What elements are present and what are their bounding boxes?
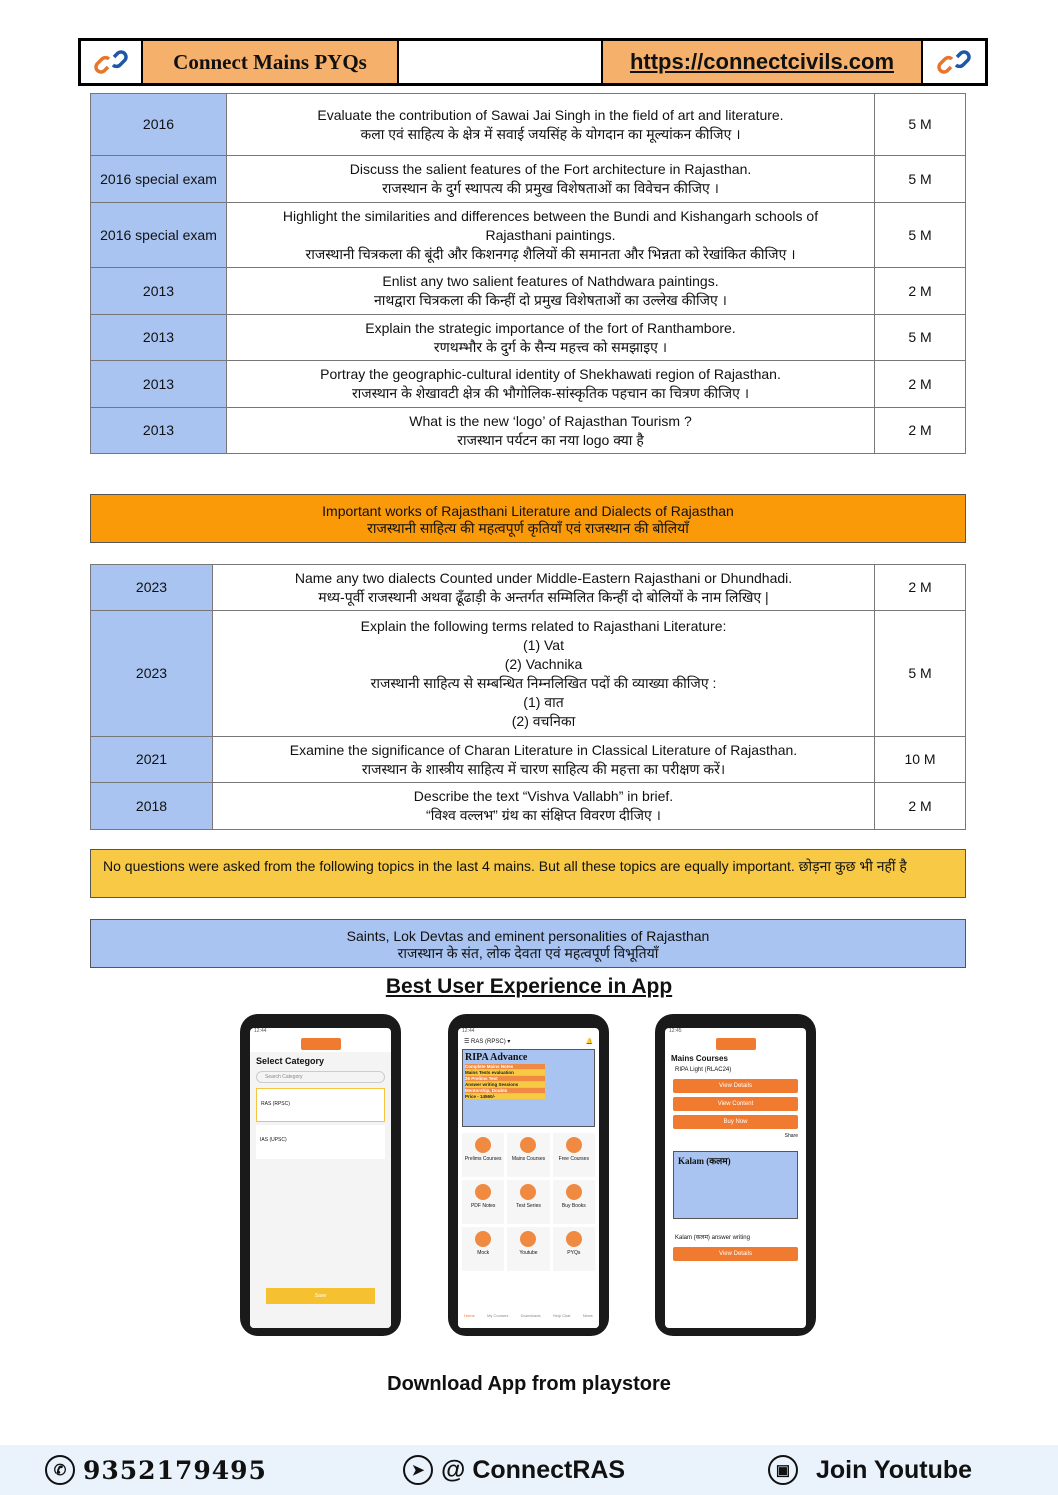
tile-icon (475, 1184, 491, 1200)
question-cell: Explain the following terms related to Rajasthani Literature: (1) Vat (2) Vachnika राजस्थानी साहित्य से सम्बन्धित निम्नलिखित पदों की व्याख्या कीजिए : (1) वात (2) वचनिका (213, 611, 875, 737)
table-row (91, 737, 966, 783)
marks-cell: 5 M (875, 156, 966, 203)
footer-phone[interactable]: ✆ 9352179495 (45, 1455, 267, 1485)
menu-tile[interactable]: Buy Books (553, 1180, 595, 1224)
phone-home: 12:44 ☰ RAS (RPSC) ▾ 🔔 RIPA Advance Complete Mains Notes Mains Tests evaluation 25 Prelims Test Answer writing Sessions Mentorship, Doubts Price - 14560/- Prelims Courses Mains Courses Free Courses PDF Notes Test Series Buy Books Mock Youtube PYQs Home My Courses Downloads Help Chat News (448, 1014, 609, 1336)
bottom-nav-item[interactable]: Home (464, 1313, 475, 1318)
table-row (91, 156, 966, 203)
year-cell: 2013 (91, 268, 227, 315)
marks-cell: 2 M (875, 361, 966, 408)
table-row (91, 203, 966, 268)
menu-tile[interactable]: PDF Notes (462, 1180, 504, 1224)
table-row (91, 611, 966, 737)
app-title: Best User Experience in App (385, 975, 673, 998)
marks-cell: 10 M (875, 737, 966, 783)
menu-tile[interactable]: Prelims Courses (462, 1133, 504, 1177)
menu-tile[interactable]: Youtube (507, 1227, 549, 1271)
banner-line: Mains Tests evaluation (465, 1070, 545, 1075)
bottom-nav-item[interactable]: Downloads (520, 1313, 541, 1318)
question-cell: Portray the geographic-cultural identity of Shekhawati region of Rajasthan. राजस्थान के शेखावटी क्षेत्र की भौगोलिक-सांस्कृतिक पहचान का चित्रण कीजिए । (227, 361, 875, 408)
marks-cell: 5 M (875, 315, 966, 361)
banner-line: Mentorship, Doubts (465, 1088, 545, 1093)
year-cell: 2023 (91, 611, 213, 737)
year-cell: 2016 (91, 94, 227, 156)
menu-tile[interactable]: Mains Courses (507, 1133, 549, 1177)
phone-icon: ✆ (45, 1455, 75, 1485)
category-option[interactable]: IAS (UPSC) (256, 1125, 385, 1159)
bottom-nav-item[interactable]: News (582, 1313, 593, 1318)
view-details-button[interactable]: View Details (673, 1079, 798, 1093)
header-bar (78, 38, 988, 86)
menu-tile[interactable]: Mock (462, 1227, 504, 1271)
questions-table-2 (90, 564, 966, 830)
tile-icon (566, 1137, 582, 1153)
table-row (91, 408, 966, 454)
menu-tile[interactable]: Test Series (507, 1180, 549, 1224)
question-cell: Name any two dialects Counted under Middle-Eastern Rajasthani or Dhundhadi. मध्य-पूर्वी राजस्थानी अथवा ढूँढाड़ी के अन्तर्गत सम्मिलित किन्हीं दो बोलियों के नाम लिखिए | (213, 565, 875, 611)
bottom-nav-item[interactable]: Help Chat (552, 1313, 571, 1318)
marks-cell: 5 M (875, 94, 966, 156)
table-row (91, 268, 966, 315)
menu-tile[interactable]: Free Courses (553, 1133, 595, 1177)
year-cell: 2013 (91, 408, 227, 454)
questions-table-1 (90, 93, 966, 454)
question-cell: Examine the significance of Charan Literature in Classical Literature of Rajasthan. राजस्थान के शास्त्रीय साहित्य में चारण साहित्य की महत्ता का परीक्षण करें। (213, 737, 875, 783)
youtube-icon: ▣ (768, 1455, 798, 1485)
section-heading-en: Important works of Rajasthani Literature and Dialects of Rajasthan (322, 503, 734, 519)
question-cell: Evaluate the contribution of Sawai Jai Singh in the field of art and literature. कला एवं साहित्य के क्षेत्र में सवाई जयसिंह के योगदान का मूल्यांकन कीजिए । (227, 94, 875, 156)
marks-cell: 5 M (875, 203, 966, 268)
section-heading-en: Saints, Lok Devtas and eminent personalities of Rajasthan (346, 928, 710, 944)
marks-cell: 2 M (875, 565, 966, 611)
year-cell: 2018 (91, 783, 213, 830)
footer-telegram[interactable]: ➤ @ ConnectRAS (403, 1455, 625, 1485)
banner-line: Price - 14560/- (465, 1094, 545, 1099)
table-row (91, 361, 966, 408)
table-row (91, 315, 966, 361)
tile-icon (566, 1231, 582, 1247)
section-heading-hi: राजस्थानी साहित्य की महत्वपूर्ण कृतियाँ एवं राजस्थान की बोलियाँ (367, 520, 689, 536)
year-cell: 2021 (91, 737, 213, 783)
question-cell: Describe the text “Vishva Vallabh” in brief. “विश्व वल्लभ” ग्रंथ का संक्षिप्त विवरण दीजिए । (213, 783, 875, 830)
course-name: Kalam (कलम) answer writing (675, 1235, 750, 1241)
year-cell: 2013 (91, 315, 227, 361)
link-icon (81, 41, 143, 83)
app-logo (716, 1038, 756, 1050)
screen-title: Select Category (256, 1056, 325, 1066)
section-heading-saints (90, 919, 966, 968)
footer-youtube[interactable]: ▣ Join Youtube (768, 1455, 972, 1485)
view-details-button[interactable]: View Details (673, 1247, 798, 1261)
doc-title: Connect Mains PYQs (143, 41, 399, 83)
share-button[interactable]: Share (784, 1133, 798, 1139)
link-icon (923, 41, 985, 83)
app-logo (301, 1038, 341, 1050)
year-cell: 2013 (91, 361, 227, 408)
category-option[interactable]: RAS (RPSC) (256, 1088, 385, 1122)
question-cell: Discuss the salient features of the Fort architecture in Rajasthan. राजस्थान के दुर्ग स्थापत्य की प्रमुख विशेषताओं का विवेचन कीजिए । (227, 156, 875, 203)
table-row (91, 94, 966, 156)
tile-icon (475, 1231, 491, 1247)
course-name: RIPA Light (RLAC24) (675, 1067, 732, 1073)
telegram-icon: ➤ (403, 1455, 433, 1485)
tile-icon (475, 1137, 491, 1153)
question-cell: Enlist any two salient features of Nathdwara paintings. नाथद्वारा चित्रकला की किन्हीं दो प्रमुख विशेषताओं का उल्लेख कीजिए । (227, 268, 875, 315)
promo-banner[interactable]: RIPA Advance Complete Mains Notes Mains Tests evaluation 25 Prelims Test Answer writing Sessions Mentorship, Doubts Price - 14560/- (462, 1049, 595, 1127)
footer (0, 1445, 1058, 1495)
banner-line: Answer writing Sessions (465, 1082, 545, 1087)
buy-now-button[interactable]: Buy Now (673, 1115, 798, 1129)
kalam-banner[interactable]: Kalam (कलम) (673, 1151, 798, 1219)
bell-icon[interactable]: 🔔 (585, 1039, 593, 1045)
phone-mains-courses: 12:45 Mains Courses RIPA Light (RLAC24) View Details View Content Buy Now Share Kalam (कलम) Kalam (कलम) answer writing View Details (655, 1014, 816, 1336)
question-cell: Highlight the similarities and differences between the Bundi and Kishangarh schools of Rajasthani paintings. राजस्थानी चित्रकला की बूंदी और किशनगढ़ शैलियों की समानता और भिन्नता को रेखांकित कीजिए । (227, 203, 875, 268)
download-text: Download App from playstore (387, 1373, 671, 1395)
bottom-nav-item[interactable]: My Courses (487, 1313, 509, 1318)
save-button[interactable]: Save (266, 1288, 375, 1304)
year-cell: 2023 (91, 565, 213, 611)
marks-cell: 2 M (875, 268, 966, 315)
table-row (91, 783, 966, 830)
tile-icon (520, 1184, 536, 1200)
year-cell: 2016 special exam (91, 156, 227, 203)
year-cell: 2016 special exam (91, 203, 227, 268)
tile-icon (566, 1184, 582, 1200)
question-cell: What is the new ‘logo’ of Rajasthan Tourism ? राजस्थान पर्यटन का नया logo क्या है (227, 408, 875, 454)
view-content-button[interactable]: View Content (673, 1097, 798, 1111)
notice-box: No questions were asked from the following topics in the last 4 mains. But all these topics are equally important. छोड़ना कुछ भी नहीं है (90, 849, 966, 898)
exam-dropdown[interactable]: RAS (RPSC) ▾ (471, 1039, 511, 1045)
menu-tile[interactable]: PYQs (553, 1227, 595, 1271)
banner-line: Complete Mains Notes (465, 1064, 545, 1069)
tile-icon (520, 1137, 536, 1153)
table-row (91, 565, 966, 611)
search-category-input[interactable]: Search Category (256, 1071, 385, 1083)
banner-line: 25 Prelims Test (465, 1076, 545, 1081)
phone-select-category: 12:44 Select Category Search Category RAS (RPSC) IAS (UPSC) Save (240, 1014, 401, 1336)
website-link[interactable]: https://connectcivils.com (603, 41, 923, 83)
section-heading-literature (90, 494, 966, 543)
screen-title: Mains Courses (671, 1054, 728, 1063)
marks-cell: 2 M (875, 408, 966, 454)
question-cell: Explain the strategic importance of the fort of Ranthambore. रणथम्भौर के दुर्ग के सैन्य महत्त्व को समझाइए । (227, 315, 875, 361)
tile-icon (520, 1231, 536, 1247)
marks-cell: 2 M (875, 783, 966, 830)
header-spacer (399, 41, 603, 83)
marks-cell: 5 M (875, 611, 966, 737)
section-heading-hi: राजस्थान के संत, लोक देवता एवं महत्वपूर्ण विभूतियाँ (397, 945, 659, 961)
